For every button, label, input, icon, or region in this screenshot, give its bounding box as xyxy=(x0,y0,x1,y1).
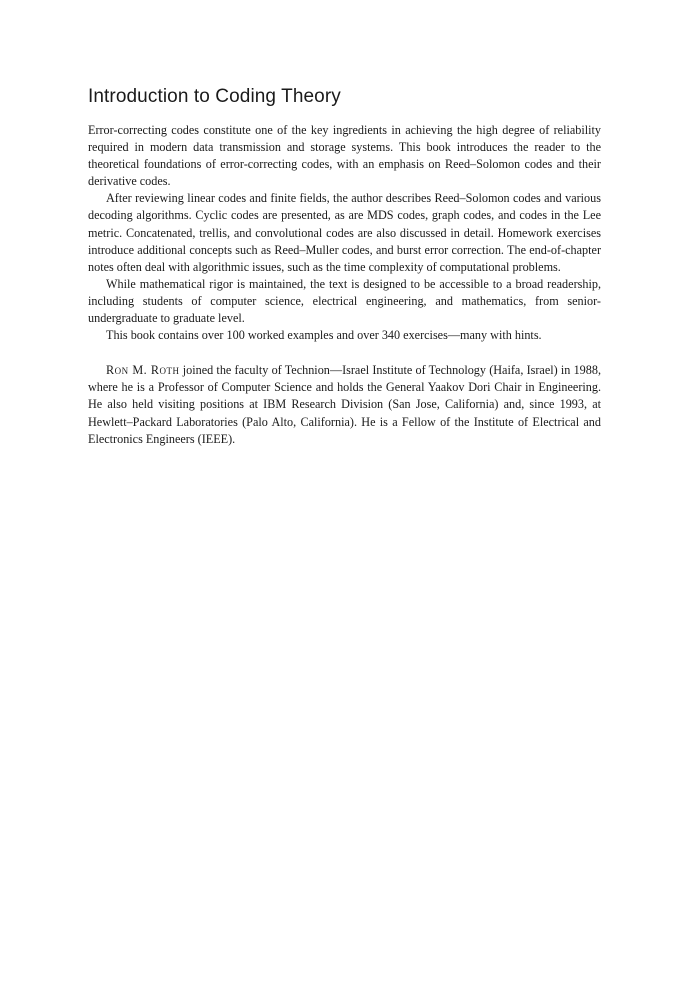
author-bio xyxy=(88,362,601,447)
book-title: Introduction to Coding Theory xyxy=(88,86,341,107)
description-paragraph-4: This book contains over 100 worked examples and over 340 exercises—many with hints. xyxy=(106,328,542,343)
description-paragraph-3: While mathematical rigor is maintained, the text is designed to be accessible to a broad readership, including students of computer science, electrical engineering, and mathematics, from senior-undergraduate to graduate level. xyxy=(88,276,601,326)
author-bio-text: joined the faculty of Technion—Israel Institute of Technology (Haifa, Israel) in 1988, where he is a Professor of Computer Science and holds the General Yaakov Dori Chair in Engineering. He also held visiting positions at IBM Research Division (San Jose, California) and, since 1993, at Hewlett–Packard Laboratories (Palo Alto, California). He is a Fellow of the Institute of Electrical and Electronics Engineers (IEEE). xyxy=(88,363,602,446)
description-paragraph-2: After reviewing linear codes and finite fields, the author describes Reed–Solomon codes and various decoding algorithms. Cyclic codes are presented, as are MDS codes, graph codes, and codes in the Lee metric. Concatenated, trellis, and convolutional codes are also discussed in detail. Homework exercises introduce additional concepts such as Reed–Muller codes, and burst error correction. The end-of-chapter notes often deal with algorithmic issues, such as the time complexity of computational problems. xyxy=(88,191,601,274)
description-paragraph-1: Error-correcting codes constitute one of the key ingredients in achieving the high degree of reliability required in modern data transmission and storage systems. This book introduces the reader to the theoretical foundations of error-correcting codes, with an emphasis on Reed–Solomon codes and their derivative codes. xyxy=(88,123,601,189)
back-cover-page xyxy=(88,86,601,448)
author-name: Ron M. Roth xyxy=(106,363,180,378)
